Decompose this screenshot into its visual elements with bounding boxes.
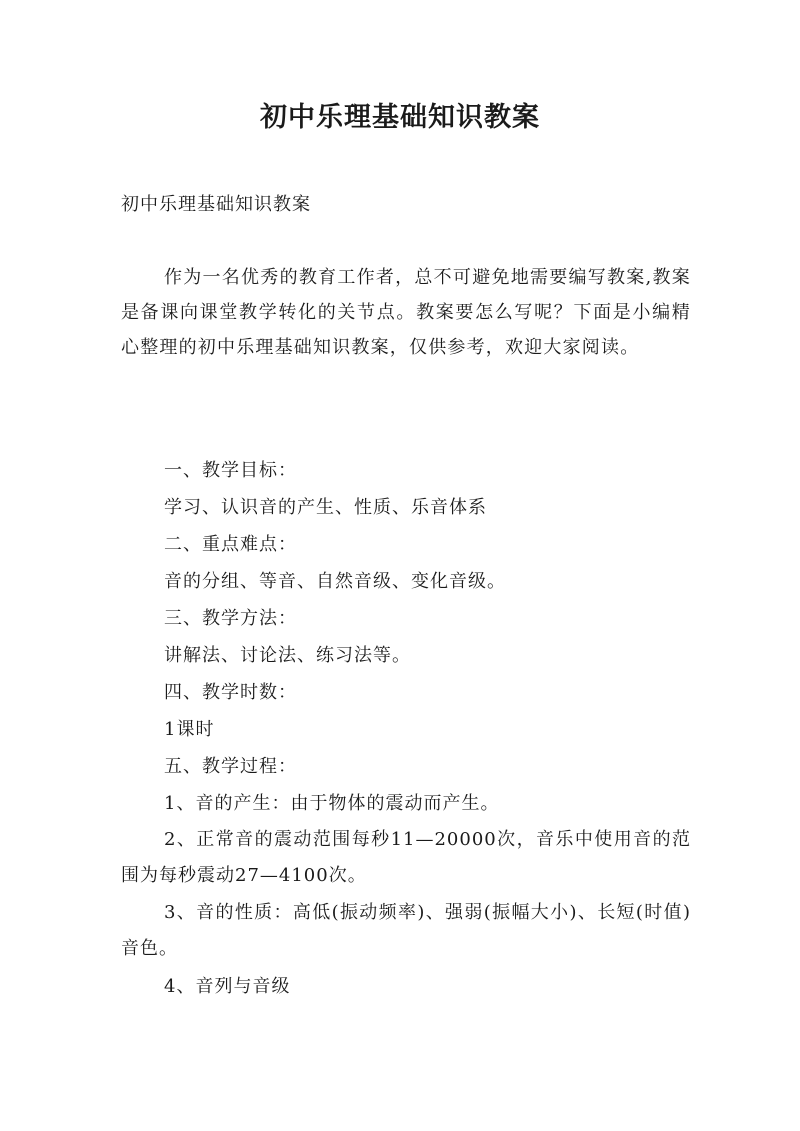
process-step-3: 3、音的性质：高低(振动频率)、强弱(振幅大小)、长短(时值)音色。 [121,902,691,959]
process-step-2: 2、正常音的震动范围每秒11—20000次，音乐中使用音的范围为每秒震动27—4100次。 [121,829,691,886]
section-heading-process: 五、教学过程： [164,756,297,777]
methods-text: 讲解法、讨论法、练习法等。 [164,645,411,666]
section-heading-key-points: 二、重点难点： [164,534,297,555]
document-title: 初中乐理基础知识教案 [260,102,540,133]
section-heading-objectives: 一、教学目标： [164,460,297,481]
objectives-text: 学习、认识音的产生、性质、乐音体系 [164,497,487,518]
lesson-body [121,452,691,1005]
process-step-1: 1、音的产生：由于物体的震动而产生。 [164,793,500,814]
key-points-text: 音的分组、等音、自然音级、变化音级。 [164,571,506,592]
process-step-4: 4、音列与音级 [164,976,291,997]
intro-paragraph: 作为一名优秀的教育工作者，总不可避免地需要编写教案,教案是备课向课堂教学转化的关节点。教案要怎么写呢？下面是小编精心整理的初中乐理基础知识教案，仅供参考，欢迎大家阅读。 [121,267,691,358]
document-subtitle: 初中乐理基础知识教案 [121,194,311,215]
section-heading-hours: 四、教学时数： [164,682,297,703]
section-heading-methods: 三、教学方法： [164,608,297,629]
hours-text: 1课时 [164,719,215,740]
